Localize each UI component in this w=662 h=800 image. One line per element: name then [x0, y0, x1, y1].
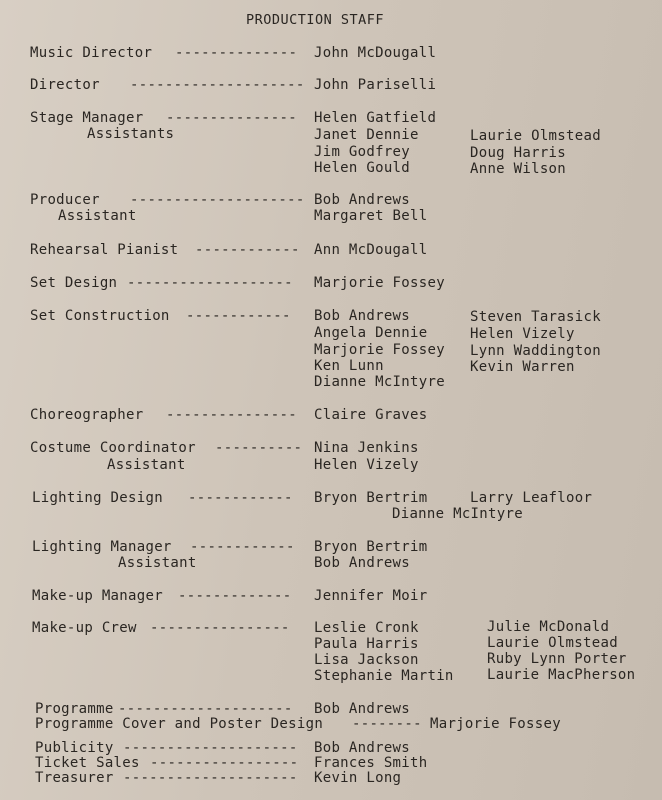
crew-name: Nina Jenkins — [314, 440, 419, 456]
crew-name: Larry Leafloor — [470, 490, 593, 506]
role-label: Director — [30, 77, 100, 93]
leader-dashes: -------- — [352, 716, 422, 732]
leader-dashes: ------------ — [186, 308, 291, 324]
role-label: Stage Manager — [30, 110, 144, 126]
crew-name: Anne Wilson — [470, 161, 567, 177]
crew-name: Janet Dennie — [314, 127, 419, 143]
assistant-label: Assistant — [118, 555, 197, 571]
crew-name: Angela Dennie — [314, 325, 428, 341]
role-label: Costume Coordinator — [30, 440, 196, 456]
leader-dashes: ------------ — [190, 539, 295, 555]
leader-dashes: ------------------- — [127, 275, 293, 291]
crew-name: Bob Andrews — [314, 555, 411, 571]
leader-dashes: -------------------- — [130, 192, 305, 208]
role-label: Programme — [35, 701, 114, 717]
crew-name: Dianne McIntyre — [314, 374, 445, 390]
assistant-label: Assistant — [107, 457, 186, 473]
crew-name: Jennifer Moir — [314, 588, 428, 604]
role-label: Choreographer — [30, 407, 144, 423]
crew-name: Helen Gatfield — [314, 110, 437, 126]
role-label: Set Design — [30, 275, 118, 291]
role-label: Programme Cover and Poster Design — [35, 716, 324, 732]
crew-name: Lisa Jackson — [314, 652, 419, 668]
role-label: Lighting Manager — [32, 539, 172, 555]
leader-dashes: ----------------- — [150, 755, 299, 771]
crew-name: Laurie Olmstead — [470, 128, 601, 144]
crew-name: Leslie Cronk — [314, 620, 419, 636]
crew-name: Ruby Lynn Porter — [487, 651, 627, 667]
crew-name: Laurie MacPherson — [487, 667, 636, 683]
crew-name: Helen Gould — [314, 160, 411, 176]
crew-name: Julie McDonald — [487, 619, 610, 635]
leader-dashes: ------------ — [188, 490, 293, 506]
crew-name: Bryon Bertrim — [314, 490, 428, 506]
role-label: Set Construction — [30, 308, 170, 324]
crew-name: Marjorie Fossey — [314, 275, 445, 291]
role-label: Producer — [30, 192, 100, 208]
crew-name: Dianne McIntyre — [392, 506, 523, 522]
crew-name: Margaret Bell — [314, 208, 428, 224]
crew-name: Kevin Long — [314, 770, 402, 786]
crew-name: Bob Andrews — [314, 701, 411, 717]
crew-name: Frances Smith — [314, 755, 428, 771]
crew-name: Kevin Warren — [470, 359, 575, 375]
crew-name: Jim Godfrey — [314, 144, 411, 160]
leader-dashes: ------------- — [178, 588, 292, 604]
crew-name: Marjorie Fossey — [314, 342, 445, 358]
crew-name: Laurie Olmstead — [487, 635, 618, 651]
crew-name: Paula Harris — [314, 636, 419, 652]
crew-name: John Pariselli — [314, 77, 437, 93]
crew-name: Marjorie Fossey — [430, 716, 561, 732]
crew-name: Helen Vizely — [314, 457, 419, 473]
crew-name: Ken Lunn — [314, 358, 384, 374]
assistants-label: Assistants — [87, 126, 175, 142]
crew-name: Bob Andrews — [314, 192, 411, 208]
crew-name: Stephanie Martin — [314, 668, 454, 684]
leader-dashes: -------------------- — [130, 77, 305, 93]
role-label: Rehearsal Pianist — [30, 242, 179, 258]
leader-dashes: ---------- — [215, 440, 303, 456]
crew-name: Bob Andrews — [314, 740, 411, 756]
crew-name: Helen Vizely — [470, 326, 575, 342]
crew-name: Bob Andrews — [314, 308, 411, 324]
crew-name: Claire Graves — [314, 407, 428, 423]
leader-dashes: -------------------- — [123, 770, 298, 786]
role-label: Treasurer — [35, 770, 114, 786]
role-label: Make-up Crew — [32, 620, 137, 636]
leader-dashes: ---------------- — [150, 620, 290, 636]
crew-name: Bryon Bertrim — [314, 539, 428, 555]
crew-name: John McDougall — [314, 45, 437, 61]
assistant-label: Assistant — [58, 208, 137, 224]
crew-name: Steven Tarasick — [470, 309, 601, 325]
role-label: Make-up Manager — [32, 588, 163, 604]
leader-dashes: -------------------- — [123, 740, 298, 756]
leader-dashes: --------------- — [166, 407, 297, 423]
role-label: Ticket Sales — [35, 755, 140, 771]
leader-dashes: --------------- — [166, 110, 297, 126]
leader-dashes: ------------ — [195, 242, 300, 258]
leader-dashes: -------------------- — [118, 701, 293, 717]
role-label: Publicity — [35, 740, 114, 756]
crew-name: Lynn Waddington — [470, 343, 601, 359]
role-label: Lighting Design — [32, 490, 163, 506]
crew-name: Doug Harris — [470, 145, 567, 161]
role-label: Music Director — [30, 45, 153, 61]
crew-name: Ann McDougall — [314, 242, 428, 258]
page-title: PRODUCTION STAFF — [246, 12, 385, 28]
leader-dashes: -------------- — [175, 45, 298, 61]
